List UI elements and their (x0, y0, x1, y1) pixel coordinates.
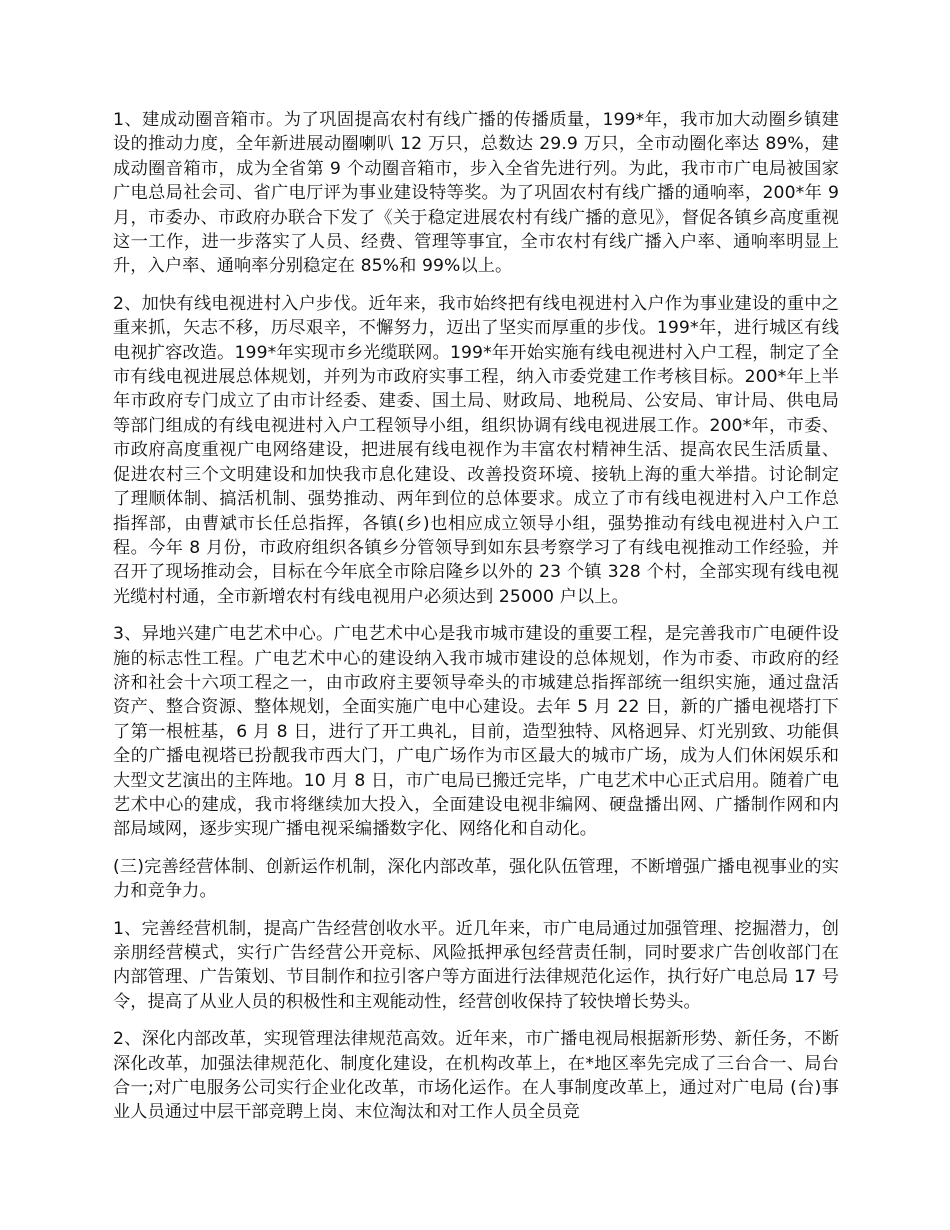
paragraph-broadcast-art-center: 3、异地兴建广电艺术中心。广电艺术中心是我市城市建设的重要工程，是完善我市广电硬件设施的标志性工程。广电艺术中心的建设纳入我市城市建设的总体规划，作为市委、市政府的经济和社会十六项工程之一，由市政府主要领导牵头的市城建总指挥部统一组织实施，通过盘活资产、整合资源、整体规划，全面实施广电中心建设。去年 5 月 22 日，新的广播电视塔打下了第一根桩基，6 月 8 日，进行了开工典礼，目前，造型独特、风格迥异、灯光别致、功能俱全的广播电视塔已扮靓我市西大门，广电广场作为市区最大的城市广场，成为人们休闲娱乐和大型文艺演出的主阵地。10 月 8 日，市广电局已搬迁完毕，广电艺术中心正式启用。随着广电艺术中心的建成，我市将继续加大投入，全面建设电视非编网、硬盘播出网、广播制作网和内部局域网，逐步实现广播电视采编播数字化、网络化和自动化。 (113, 624, 839, 840)
section-heading-three: (三)完善经营体制、创新运作机制，深化内部改革，强化队伍管理，不断增强广播电视事业的实力和竞争力。 (113, 856, 839, 902)
paragraph-business-mechanism: 1、完善经营机制，提高广告经营创收水平。近几年来，市广电局通过加强管理、挖掘潜力，创亲朋经营模式，实行广告经营公开竞标、风险抵押承包经营责任制，同时要求广告创收部门在内部管理、广告策划、节目制作和拉引客户等方面进行法律规范化运作，执行好广电总局 17 号令，提高了从业人员的积极性和主观能动性，经营创收保持了较快增长势头。 (113, 918, 839, 1012)
paragraph-cable-tv-villages: 2、加快有线电视进村入户步伐。近年来，我市始终把有线电视进村入户作为事业建设的重中之重来抓，矢志不移，历尽艰辛，不懈努力，迈出了坚实而厚重的步伐。199*年，进行城区有线电视扩容改造。199*年实现市乡光缆联网。199*年开始实施有线电视进村入户工程，制定了全市有线电视进展总体规划，并列为市政府实事工程，纳入市委党建工作考核目标。200*年上半年市政府专门成立了由市计经委、建委、国土局、财政局、地税局、公安局、审计局、供电局等部门组成的有线电视进村入户工程领导小组，组织协调有线电视进展工作。200*年，市委、市政府高度重视广电网络建设，把进展有线电视作为丰富农村精神生活、提高农民生活质量、促进农村三个文明建设和加快我市息化建设、改善投资环境、接轨上海的重大举措。讨论制定了理顺体制、搞活机制、强势推动、两年到位的总体要求。成立了市有线电视进村入户工作总指挥部，由曹斌市长任总指挥，各镇(乡)也相应成立领导小组，强势推动有线电视进村入户工程。今年 8 月份，市政府组织各镇乡分管领导到如东县考察学习了有线电视推动工作经验，并召开了现场推动会，目标在今年底全市除启隆乡以外的 23 个镇 328 个村，全部实现有线电视光缆村村通，全市新增农村有线电视用户必须达到 25000 户以上。 (113, 293, 839, 607)
paragraph-dongquan-speaker-city: 1、建成动圈音箱市。为了巩固提高农村有线广播的传播质量，199*年，我市加大动圈乡镇建设的推动力度，全年新进展动圈喇叭 12 万只，总数达 29.9 万只，全市动圈化率达 89%，建成动圈音箱市，成为全省第 9 个动圈音箱市，步入全省先进行列。为此，我市市广电局被国家广电总局社会司、省广电厅评为事业建设特等奖。为了巩固农村有线广播的通响率，200*年 9 月，市委办、市政府办联合下发了《关于稳定进展农村有线广播的意见》，督促各镇乡高度重视这一工作，进一步落实了人员、经费、管理等事宜，全市农村有线广播入户率、通响率明显上升，入户率、通响率分别稳定在 85%和 99%以上。 (113, 110, 839, 277)
paragraph-internal-reform: 2、深化内部改革，实现管理法律规范高效。近年来，市广播电视局根据新形势、新任务，不断深化改革，加强法律规范化、制度化建设，在机构改革上，在*地区率先完成了三台合一、局台合一;对广电服务公司实行企业化改革，市场化运作。在人事制度改革上，通过对广电局 (台)事业人员通过中层干部竞聘上岗、末位淘汰和对工作人员全员竞 (113, 1029, 839, 1123)
document-body (113, 108, 839, 1138)
